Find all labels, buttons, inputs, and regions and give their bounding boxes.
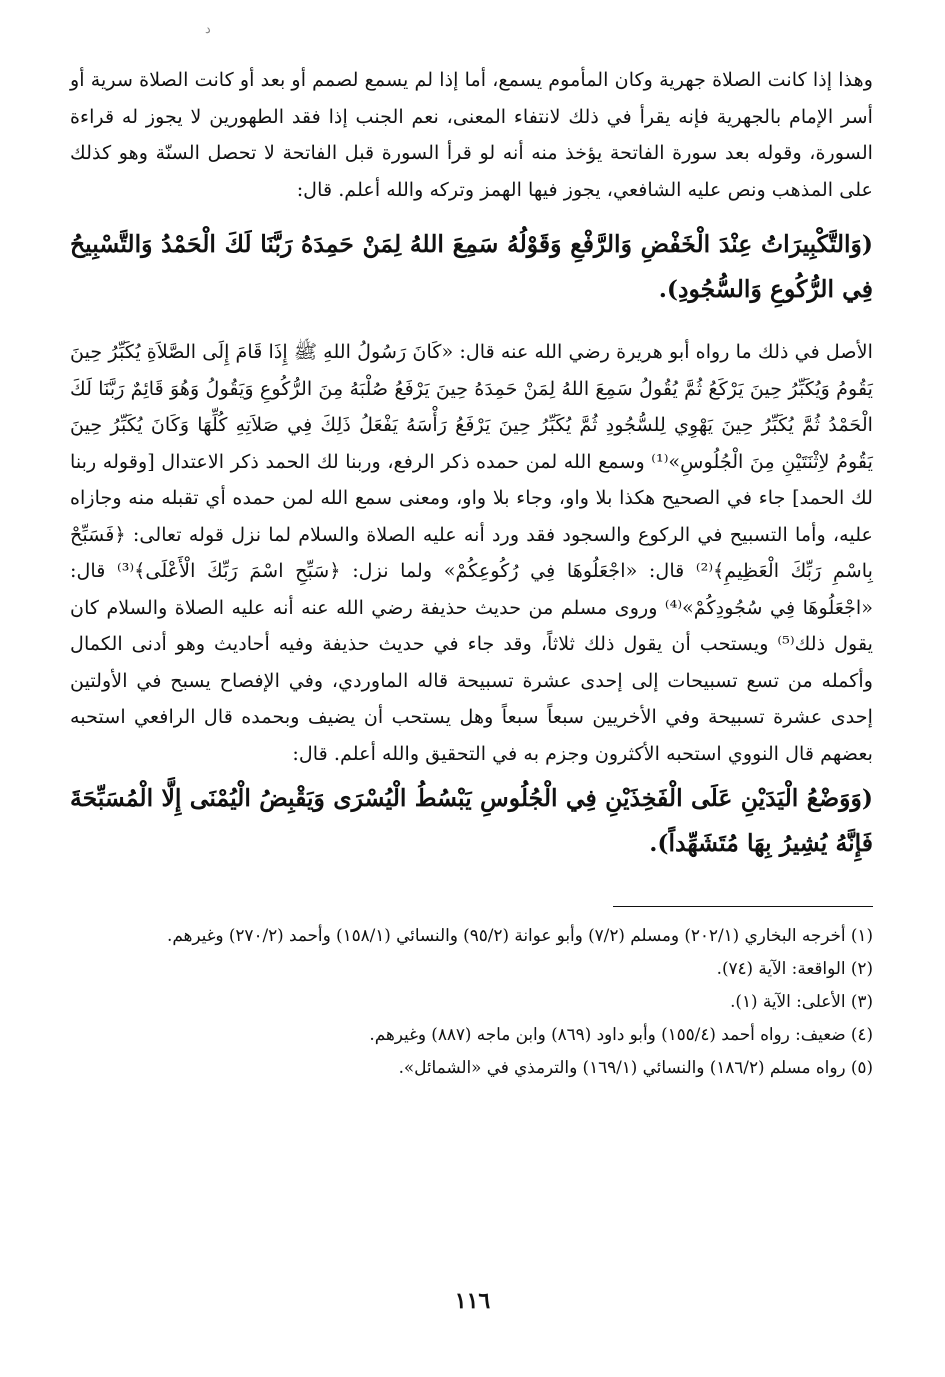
footnote-3: (٣) الأعلى: الآية (١). xyxy=(730,991,873,1011)
footnote-1: (١) أخرجه البخاري (٢٠٢/١) ومسلم (٧/٢) وأبو عوانة (٩٥/٢) والنسائي (١٥٨/١) وأحمد (٢٧٠/٢) وغيرهم. xyxy=(166,925,873,945)
matn-text-2: (وَوَضْعُ الْيَدَيْنِ عَلَى الْفَخِذَيْنِ فِي الْجُلُوسِ يَبْسُطُ الْيُسْرَى وَيَقْبِضُ الْيُمْنَى إِلَّا الْمُسَبِّحَةَ فَإِنَّهُ يُشِيرُ بِهَا مُتَشَهِّداً). xyxy=(70,784,873,857)
corner-mark: د xyxy=(205,22,211,37)
commentary-paragraph-2: الأصل في ذلك ما رواه أبو هريرة رضي الله عنه قال: «كَانَ رَسُولُ اللهِ ﷺ إِذَا قَامَ إِلَى الصَّلاَةِ يُكَبِّرُ حِينَ يَقُومُ وَيُكَبِّرُ حِينَ يَرْكَعُ ثُمَّ يُقُولُ سَمِعَ اللهُ لِمَنْ حَمِدَهُ حِينَ يَرْفَعُ صُلْبَهُ مِنَ الرُّكُوعِ وَيَقُولُ وَهُوَ قَائِمٌ رَبَّنَا لَكَ الْحَمْدُ ثُمَّ يُكَبِّرُ حِينَ يَهْوِي لِلسُّجُودِ ثُمَّ يُكَبِّرُ حِينَ يَرْفَعُ رَأْسَهُ يَفْعَلُ ذَلِكَ فِي صَلاَتِهِ كُلِّهَا وَكَانَ يُكَبِّرُ حِينَ يَقُومُ لاِثْنَتَيْنِ مِنَ الْجُلُوسِ»⁽¹⁾ وسمع الله لمن حمده ذكر الرفع، وربنا لك الحمد ذكر الاعتدال [وقوله ربنا لك الحمد] جاء في الصحيح هكذا بلا واو، وجاء بلا واو، ومعنى سمع الله لمن حمده أي تقبله منه وجازاه عليه، وأما التسبيح في الركوع والسجود فقد ورد أنه عليه الصلاة والسلام لما نزل قوله تعالى: ﴿فَسَبِّحْ بِاسْمِ رَبِّكَ الْعَظِيمِ﴾⁽²⁾ قال: «اجْعَلُوهَا فِي رُكُوعِكُمْ» ولما نزل: ﴿سَبِّحِ اسْمَ رَبِّكَ الْأَعْلَى﴾⁽³⁾ قال: «اجْعَلُوهَا فِي سُجُودِكُمْ»⁽⁴⁾ وروى مسلم من حديث حذيفة رضي الله عنه أنه عليه الصلاة والسلام كان يقول ذلك⁽⁵⁾ ويستحب أن يقول ذلك ثلاثاً، وقد جاء في حديث حذيفة وفيه أحاديث وهو أدنى الكمال وأكمله من تسع تسبيحات إلى إحدى عشرة تسبيحة قاله الماوردي، وفي الإفصاح يسبح في الأولتين إحدى عشرة تسبيحة وفي الأخريين سبعاً سبعاً وهل يستحب أن يضيف وبحمده قال الرافعي استحبه بعضهم قال النووي استحبه الأكثرون وجزم به في التحقيق والله أعلم. قال: xyxy=(70,340,874,765)
footnote-2: (٢) الواقعة: الآية (٧٤). xyxy=(716,958,873,978)
matn-text-1: (وَالتَّكْبِيرَاتُ عِنْدَ الْخَفْضِ وَالرَّفْعِ وَقَوْلُهُ سَمِعَ اللهُ لِمَنْ حَمِدَهُ رَبَّنَا لَكَ الْحَمْدُ وَالتَّسْبِيحُ فِي الرُّكُوعِ وَالسُّجُودِ). xyxy=(70,230,873,303)
footnote-5: (٥) رواه مسلم (١٨٦/٢) والنسائي (١٦٩/١) والترمذي في «الشمائل». xyxy=(398,1057,873,1077)
commentary-paragraph-1: وهذا إذا كانت الصلاة جهرية وكان المأموم يسمع، أما إذا لم يسمع لصمم أو بعد أو كانت الصلاة سرية أو أسر الإمام بالجهرية فإنه يقرأ في ذلك لانتفاء المعنى، نعم الجنب إذا فقد الطهورين لا يجوز له قراءة السورة، وقوله بعد سورة الفاتحة يؤخذ منه أنه لو قرأ السورة قبل الفاتحة لا تحصل السنّة وهو كذلك على المذهب ونص عليه الشافعي، يجوز فيها الهمز وتركه والله أعلم. قال: xyxy=(70,68,873,201)
footnotes xyxy=(70,919,873,1084)
footnote-divider xyxy=(613,906,873,907)
footnote-4: (٤) ضعيف: رواه أحمد (١٥٥/٤) وأبو داود (٨٦٩) وابن ماجه (٨٨٧) وغيرهم. xyxy=(369,1024,873,1044)
page-number: ١١٦ xyxy=(454,1288,491,1314)
